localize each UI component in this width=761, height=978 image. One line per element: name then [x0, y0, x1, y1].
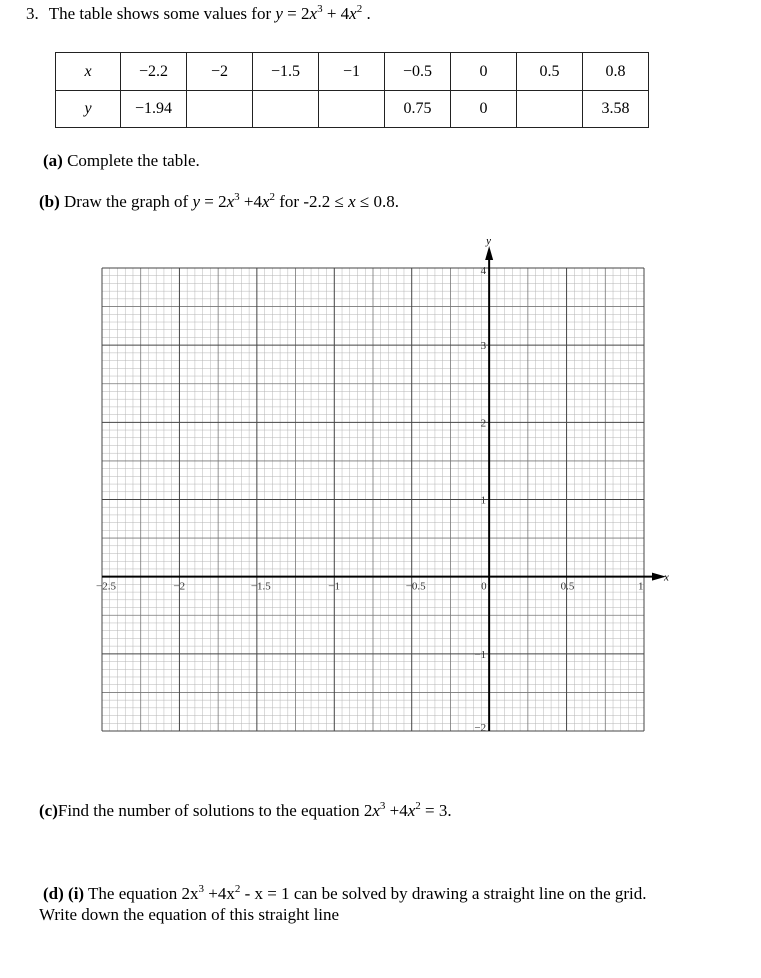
x-tick-label: 0 — [481, 580, 487, 593]
part-d-line2: Write down the equation of this straight line — [39, 905, 340, 924]
eq-part: + 4 — [322, 4, 350, 23]
x-tick-label: −2 — [173, 580, 186, 593]
eq-x: x — [349, 4, 357, 23]
x-tick-label: 1 — [638, 580, 644, 593]
part-d-label: (d) (i) — [43, 884, 85, 903]
y-tick-label: 1 — [480, 494, 487, 507]
x-cell: −1.5 — [253, 53, 319, 91]
y-tick-label: 3 — [480, 340, 487, 353]
question-number: 3. — [26, 4, 39, 23]
part-c-text: Find the number of solutions to the equation 2 — [57, 801, 373, 820]
x-cell: 0.8 — [583, 53, 649, 91]
part-d-text: The equation 2x — [84, 884, 199, 903]
table-row-y — [56, 91, 649, 128]
part-a-text: Complete the table. — [62, 151, 200, 170]
table-row-x — [56, 53, 649, 91]
eq-y: y — [275, 4, 283, 23]
x-tick-label: −2.5 — [96, 580, 116, 593]
eq-x: x — [309, 4, 318, 23]
y-tick-label: −2 — [474, 722, 487, 734]
eq-x: x — [372, 801, 380, 820]
eq-x: x — [407, 801, 416, 820]
x-cell: −2.2 — [121, 53, 187, 91]
eq-part: = 2 — [282, 4, 310, 23]
eq-x: x — [226, 192, 235, 211]
y-tick-label: 4 — [480, 265, 487, 277]
x-cell: −1 — [319, 53, 385, 91]
part-b — [39, 192, 399, 212]
part-c-text: = 3. — [420, 801, 452, 820]
part-b-label: (b) — [39, 192, 60, 211]
eq-part: = 2 — [199, 192, 227, 211]
x-tick-label: −1.5 — [250, 580, 271, 593]
y-cell[interactable]: 3.58 — [583, 91, 649, 128]
x-cell: 0.5 — [517, 53, 583, 91]
part-d — [43, 884, 647, 904]
eq-exp: 3 — [198, 883, 204, 895]
axes — [102, 246, 666, 731]
y-cell[interactable] — [187, 91, 253, 128]
eq-x: x — [261, 192, 270, 211]
eq-x: x — [348, 192, 356, 211]
eq-y: y — [192, 192, 200, 211]
y-cell[interactable] — [319, 91, 385, 128]
eq-exp: 3 — [234, 191, 240, 203]
x-tick-label: 0.5 — [560, 580, 575, 593]
y-cell[interactable]: 0.75 — [385, 91, 451, 128]
y-cell[interactable] — [253, 91, 319, 128]
eq-exp: 3 — [317, 3, 323, 15]
x-cell: −2 — [187, 53, 253, 91]
eq-exp: 2 — [234, 883, 241, 895]
part-c — [39, 801, 452, 821]
part-b-text: Draw the graph of — [59, 192, 193, 211]
values-table — [55, 52, 649, 128]
part-d-text: +4x — [204, 884, 235, 903]
y-cell[interactable]: 0 — [451, 91, 517, 128]
x-header: x — [56, 53, 121, 91]
eq-exp: 2 — [415, 800, 421, 812]
x-tick-label: −1 — [328, 580, 341, 593]
eq-exp: 2 — [269, 191, 276, 203]
part-c-text: +4 — [385, 801, 408, 820]
eq-part: . — [362, 4, 371, 23]
part-a — [43, 151, 200, 171]
y-axis-arrow-icon — [485, 246, 493, 260]
graph-grid[interactable] — [70, 232, 700, 747]
eq-exp: 3 — [379, 800, 386, 812]
x-cell: 0 — [451, 53, 517, 91]
question-intro: The table shows some values for — [48, 4, 272, 23]
x-tick-label: −0.5 — [405, 580, 426, 593]
y-cell[interactable]: −1.94 — [121, 91, 187, 128]
question-header — [26, 4, 371, 24]
y-header: y — [56, 91, 121, 128]
eq-exp: 2 — [356, 3, 363, 15]
part-c-label: (c) — [39, 801, 58, 820]
y-cell[interactable] — [517, 91, 583, 128]
x-cell: −0.5 — [385, 53, 451, 91]
eq-part: +4 — [239, 192, 262, 211]
part-b-text: ≤ 0.8. — [355, 192, 399, 211]
part-d-text: - x = 1 can be solved by drawing a straight line on the grid. — [240, 884, 647, 903]
part-b-text: for -2.2 ≤ — [275, 192, 349, 211]
y-tick-label: 2 — [480, 417, 487, 430]
y-axis-label: y — [486, 235, 492, 247]
x-axis-label: x — [664, 571, 669, 584]
y-tick-label: −1 — [474, 648, 487, 661]
part-a-label: (a) — [43, 151, 63, 170]
